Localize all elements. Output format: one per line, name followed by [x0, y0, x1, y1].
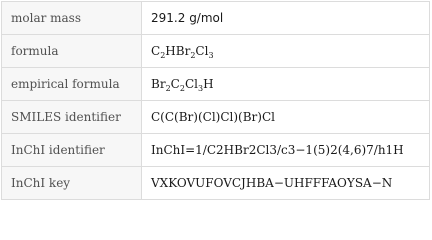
table-row — [2, 134, 430, 167]
table-row — [2, 101, 430, 134]
formula-element: Br — [151, 77, 166, 91]
formula-subscript: 2 — [165, 84, 171, 93]
row-label-smiles: SMILES identifier — [2, 101, 142, 134]
formula-subscript: 2 — [160, 51, 166, 60]
molar-mass-number: 291.2 — [151, 11, 186, 25]
formula-element: HBr — [165, 44, 191, 58]
row-label-inchi-key: InChI key — [2, 167, 142, 200]
empirical-formula-value — [142, 68, 430, 101]
molar-mass-value — [142, 2, 430, 35]
table-row — [2, 167, 430, 200]
row-label-formula: formula — [2, 35, 142, 68]
properties-table — [1, 1, 430, 200]
row-label-empirical-formula: empirical formula — [2, 68, 142, 101]
formula-element: H — [203, 77, 214, 91]
table-row — [2, 68, 430, 101]
row-label-inchi: InChI identifier — [2, 134, 142, 167]
molar-mass-unit: g/mol — [189, 11, 224, 25]
table-row — [2, 35, 430, 68]
formula-element: C — [151, 44, 161, 58]
inchi-key-value: VXKOVUFOVCJHBA−UHFFFAOYSA−N — [142, 167, 430, 200]
formula-subscript: 2 — [179, 84, 185, 93]
smiles-value: C(C(Br)(Cl)Cl)(Br)Cl — [142, 101, 430, 134]
formula-element: Cl — [195, 44, 209, 58]
formula-subscript: 2 — [190, 51, 196, 60]
inchi-value: InChI=1/C2HBr2Cl3/c3−1(5)2(4,6)7/h1H — [142, 134, 430, 167]
formula-subscript: 3 — [197, 84, 204, 93]
formula-element: C — [170, 77, 180, 91]
table-row — [2, 2, 430, 35]
row-label-molar-mass: molar mass — [2, 2, 142, 35]
formula-value — [142, 35, 430, 68]
formula-element: Cl — [184, 77, 198, 91]
formula-subscript: 3 — [208, 51, 214, 60]
